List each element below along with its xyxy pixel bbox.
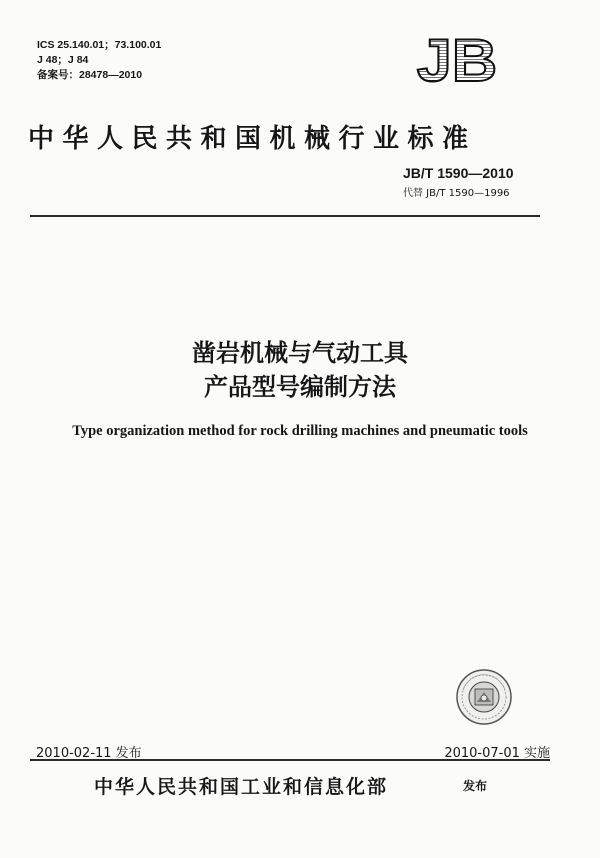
stamp-seal [455, 668, 513, 726]
industry-standard-title: 中华人民共和国机械行业标准 [28, 124, 477, 154]
j-code: J 48；J 84 [37, 54, 89, 66]
title-en: Type organization method for rock drilling machines and pneumatic tools [72, 423, 528, 439]
issue-date: 2010-02-11 发布 [36, 746, 142, 761]
jb-logo-text: JB [416, 32, 498, 88]
bottom-divider [30, 759, 550, 761]
jb-logo [406, 32, 508, 88]
replaces-standard: 代替 JB/T 1590—1996 [403, 188, 510, 199]
implementation-date: 2010-07-01 实施 [444, 746, 550, 761]
classification-block [37, 38, 161, 83]
standard-number: JB/T 1590—2010 [403, 165, 514, 181]
top-divider [30, 215, 540, 217]
issuing-authority: 中华人民共和国工业和信息化部 [94, 776, 389, 798]
title-cn-line2: 产品型号编制方法 [204, 373, 396, 401]
ics-code: ICS 25.140.01；73.100.01 [37, 39, 162, 51]
title-cn-line1: 凿岩机械与气动工具 [192, 339, 408, 367]
issuing-authority-suffix: 发布 [463, 779, 488, 793]
record-number: 备案号：28478—2010 [37, 69, 143, 81]
